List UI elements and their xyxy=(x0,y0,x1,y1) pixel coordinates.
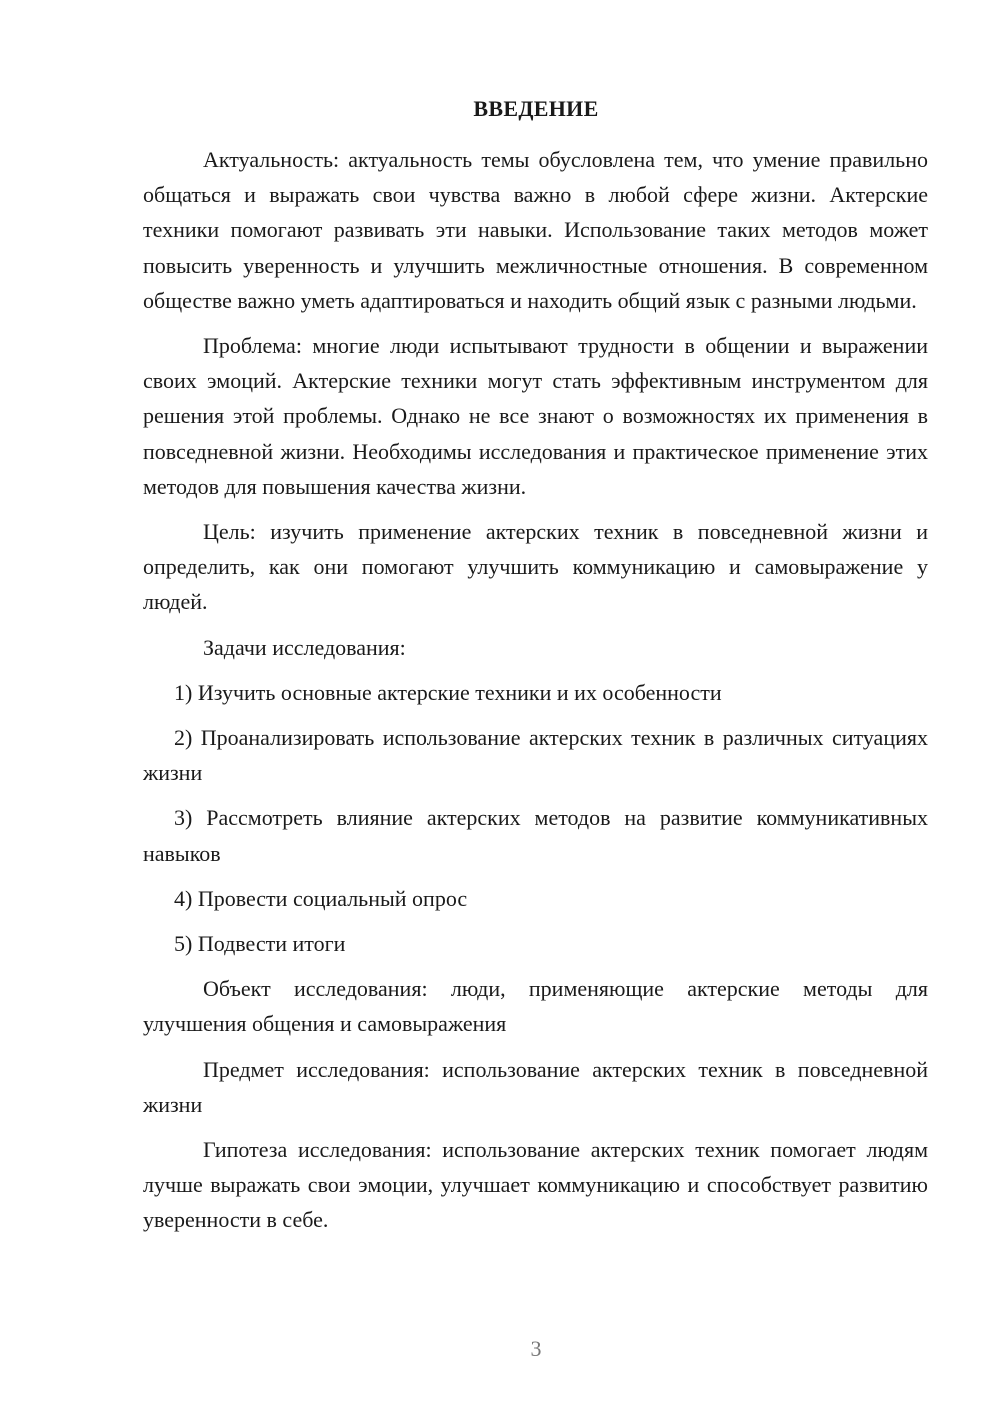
paragraph-hypothesis: Гипотеза исследования: использование актерских техник помогает людям лучше выражать свои эмоции, улучшает коммуникацию и способствует развитию уверенности в себе. xyxy=(143,1137,928,1233)
paragraph-goal: Цель: изучить применение актерских техник в повседневной жизни и определить, как они помогают улучшить коммуникацию и самовыражение у людей. xyxy=(143,519,928,615)
page-number: 3 xyxy=(530,1336,542,1361)
task-item: 4) Провести социальный опрос xyxy=(174,885,468,911)
task-item: 5) Подвести итоги xyxy=(174,931,346,957)
paragraph-problem: Проблема: многие люди испытывают трудности в общении и выражении своих эмоций. Актерские техники могут стать эффективным инструментом для решения этой проблемы. Однако не все знают о возможностях их применения в повседневной жизни. Необходимы исследования и практическое применение этих методов для повышения качества жизни. xyxy=(143,333,928,499)
paragraph-object: Объект исследования: люди, применяющие актерские методы для улучшения общения и самовыражения xyxy=(143,976,928,1037)
document-body xyxy=(143,142,928,1248)
task-item: 1) Изучить основные актерские техники и их особенности xyxy=(174,679,722,705)
section-title: ВВЕДЕНИЕ xyxy=(473,96,599,121)
task-item: 2) Проанализировать использование актерских техник в различных ситуациях жизни xyxy=(143,725,928,786)
paragraph-relevance: Актуальность: актуальность темы обусловлена тем, что умение правильно общаться и выражать свои чувства важно в любой сфере жизни. Актерские техники помогают развивать эти навыки. Использование таких методов может повысить уверенность и улучшить межличностные отношения. В современном обществе важно уметь адаптироваться и находить общий язык с разными людьми. xyxy=(143,147,928,313)
tasks-heading: Задачи исследования: xyxy=(203,634,406,660)
paragraph-subject: Предмет исследования: использование актерских техник в повседневной жизни xyxy=(143,1056,928,1117)
task-item: 3) Рассмотреть влияние актерских методов на развитие коммуникативных навыков xyxy=(143,805,928,866)
